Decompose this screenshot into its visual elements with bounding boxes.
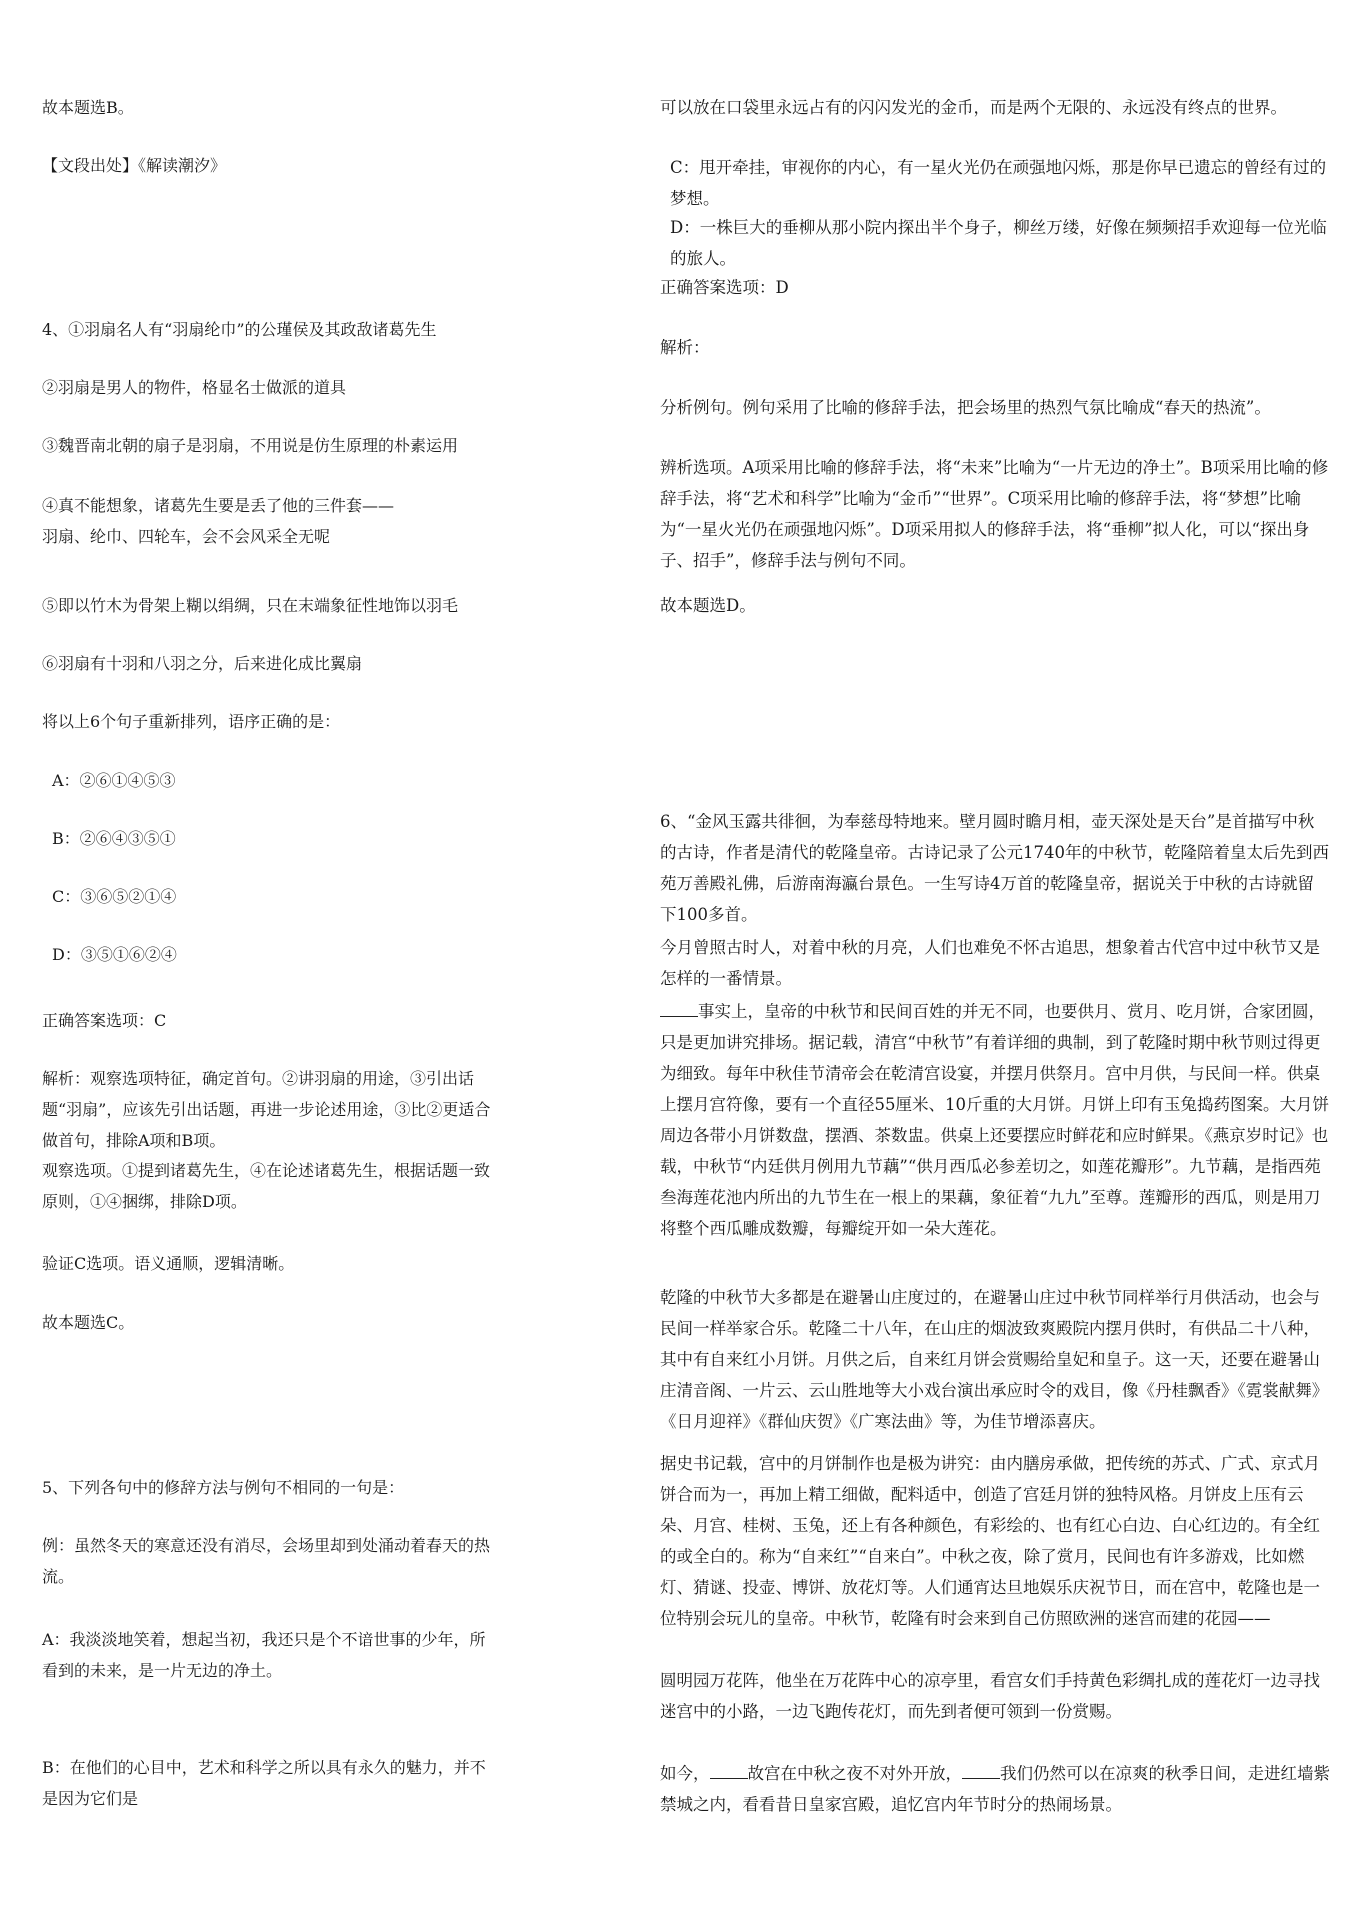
q5-option-a: A：我淡淡地笑着，想起当初，我还只是个不谙世事的少年，所看到的未来，是一片无边的净土。: [42, 1630, 486, 1680]
q4-sentence-1: 4、①羽扇名人有“羽扇纶巾”的公瑾侯及其政敌诸葛先生: [42, 320, 437, 339]
q5-analysis-2: 辨析选项。A项采用比喻的修辞手法，将“未来”比喻为“一片无边的净土”。B项采用比喻的修辞手法，将“艺术和科学”比喻为“金币”“世界”。C项采用比喻的修辞手法，将“梦想”比喻为“一星火光仍在顽强地闪烁”。D项采用拟人的修辞手法，将“垂柳”拟人化，可以“探出身子、招手”，修辞手法与例句不同。: [660, 458, 1329, 570]
q5-option-d: D：一株巨大的垂柳从那小院内探出半个身子，柳丝万缕，好像在频频招手欢迎每一位光临的旅人。: [670, 218, 1327, 268]
q4-sentence-4a: ④真不能想象，诸葛先生要是丢了他的三件套——: [42, 496, 395, 515]
q4-prompt: 将以上6个句子重新排列，语序正确的是：: [42, 712, 341, 731]
q4-option-a: A：②⑥①④⑤③: [52, 771, 176, 790]
q5-option-c: C：甩开牵挂，审视你的内心，有一星火光仍在顽强地闪烁，那是你早已遗忘的曾经有过的梦想。: [670, 158, 1327, 208]
fill-blank: [962, 1764, 1000, 1779]
q6-paragraph-1: 6、“金风玉露共徘徊，为奉慈母特地来。壁月圆时瞻月相，壶天深处是天台”是首描写中秋的古诗，作者是清代的乾隆皇帝。古诗记录了公元1740年的中秋节，乾隆陪着皇太后先到西苑万善殿礼佛，后游南海瀛台景色。一生写诗4万首的乾隆皇帝，据说关于中秋的古诗就留下100多首。: [660, 812, 1329, 924]
q6-paragraph-6-start: 如今，: [660, 1764, 710, 1783]
q6-paragraph-5a: 据史书记载，宫中的月饼制作也是极为讲究：由内膳房承做，把传统的苏式、广式、京式月饼合而为一，再加上精工细做，配料适中，创造了宫廷月饼的独特风格。月饼皮上压有云朵、月宫、桂树、玉兔，还上有各种颜色，有彩绘的、也有红心白边、白心红边的。有全红的或全白的。称为“自来红”“自来白”。中秋之夜，除了赏月，民间也有许多游戏，比如燃灯、猜谜、投壶、博饼、放花灯等。人们通宵达旦地娱乐庆祝节日，而在宫中，乾隆也是一位特别会玩儿的皇帝。中秋节，乾隆有时会来到自己仿照欧洲的迷宫而建的花园——: [660, 1454, 1320, 1628]
q6-paragraph-3: [660, 996, 1330, 1244]
q6-paragraph-6: [660, 1758, 1330, 1820]
q5-conclusion: 故本题选D。: [660, 596, 756, 615]
q4-sentence-5: ⑤即以竹木为骨架上糊以绢绸，只在末端象征性地饰以羽毛: [42, 596, 459, 615]
q5-analysis-heading: 解析：: [660, 338, 710, 357]
q5-stem: 5、下列各句中的修辞方法与例句不相同的一句是：: [42, 1478, 405, 1497]
q4-analysis-1: 解析：观察选项特征，确定首句。②讲羽扇的用途，③引出话题“羽扇”，应该先引出话题，再进一步论述用途，③比②更适合做首句，排除A项和B项。: [42, 1069, 491, 1150]
q6-paragraph-5b: 圆明园万花阵，他坐在万花阵中心的凉亭里，看宫女们手持黄色彩绸扎成的莲花灯一边寻找迷宫中的小路，一边飞跑传花灯，而先到者便可领到一份赏赐。: [660, 1671, 1320, 1721]
q6-paragraph-2: 今月曾照古时人，对着中秋的月亮，人们也难免不怀古追思，想象着古代宫中过中秋节又是怎样的一番情景。: [660, 938, 1320, 988]
q5-option-b-continued: 可以放在口袋里永远占有的闪闪发光的金币，而是两个无限的、永远没有终点的世界。: [660, 98, 1287, 117]
q5-analysis-1: 分析例句。例句采用了比喻的修辞手法，把会场里的热烈气氛比喻成“春天的热流”。: [660, 398, 1271, 417]
q4-conclusion: 故本题选C。: [42, 1313, 135, 1332]
fill-blank: [660, 1002, 698, 1017]
q4-answer: 正确答案选项：C: [42, 1011, 167, 1030]
q4-sentence-2: ②羽扇是男人的物件，格显名士做派的道具: [42, 378, 347, 397]
q5-example: 例：虽然冬天的寒意还没有消尽，会场里却到处涌动着春天的热流。: [42, 1536, 491, 1586]
source-note: 【文段出处】《解读潮汐》: [42, 156, 227, 175]
q5-option-b: B：在他们的心目中，艺术和科学之所以具有永久的魅力，并不是因为它们是: [42, 1758, 486, 1808]
q4-sentence-3: ③魏晋南北朝的扇子是羽扇，不用说是仿生原理的朴素运用: [42, 436, 459, 455]
q6-paragraph-4: 乾隆的中秋节大多都是在避暑山庄度过的，在避暑山庄过中秋节同样举行月供活动，也会与民间一样举家合乐。乾隆二十八年，在山庄的烟波致爽殿院内摆月供时，有供品二十八种，其中有自来红小月饼。月供之后，自来红月饼会赏赐给皇妃和皇子。这一天，还要在避暑山庄清音阁、一片云、云山胜地等大小戏台演出承应时令的戏目，像《丹桂飘香》《霓裳献舞》《日月迎祥》《群仙庆贺》《广寒法曲》等，为佳节增添喜庆。: [660, 1288, 1329, 1431]
q6-paragraph-6-middle: 故宫在中秋之夜不对外开放，: [747, 1764, 962, 1783]
q4-analysis-3: 验证C选项。语义通顺，逻辑清晰。: [42, 1254, 295, 1273]
q4-option-c: C：③⑥⑤②①④: [52, 887, 177, 906]
prev-answer-conclusion: 故本题选B。: [42, 98, 134, 117]
q6-paragraph-6-end: 我们仍然可以在凉爽的秋季日间，走进红墙紫禁城之内，看看昔日皇家宫殿，追忆宫内年节时分的热闹场景。: [660, 1764, 1330, 1814]
q4-option-b: B：②⑥④③⑤①: [52, 829, 176, 848]
q6-paragraph-3-text: 事实上，皇帝的中秋节和民间百姓的并无不同，也要供月、赏月、吃月饼，合家团圆，只是更加讲究排场。据记载，清宫“中秋节”有着详细的典制，到了乾隆时期中秋节则过得更为细致。每年中秋佳节清帝会在乾清宫设宴，并摆月供祭月。宫中月供，与民间一样。供桌上摆月宫符像，要有一个直径55厘米、10斤重的大月饼。月饼上印有玉兔捣药图案。大月饼周边各带小月饼数盘，摆酒、茶数盅。供桌上还要摆应时鲜花和应时鲜果。《燕京岁时记》也载，中秋节“内廷供月例用九节藕”“供月西瓜必参差切之，如莲花瓣形”。九节藕，是指西苑叁海莲花池内所出的九节生在一根上的果藕，象征着“九九”至尊。莲瓣形的西瓜，则是用刀将整个西瓜雕成数瓣，每瓣绽开如一朵大莲花。: [660, 1002, 1329, 1238]
q4-sentence-6: ⑥羽扇有十羽和八羽之分，后来进化成比翼扇: [42, 654, 363, 673]
q4-sentence-4b: 羽扇、纶巾、四轮车，会不会风采全无呢: [42, 527, 331, 546]
fill-blank: [710, 1764, 748, 1779]
q4-option-d: D：③⑤①⑥②④: [52, 945, 177, 964]
q4-analysis-2: 观察选项。①提到诸葛先生，④在论述诸葛先生，根据话题一致原则，①④捆绑，排除D项。: [42, 1161, 491, 1211]
q5-answer: 正确答案选项：D: [660, 278, 789, 297]
